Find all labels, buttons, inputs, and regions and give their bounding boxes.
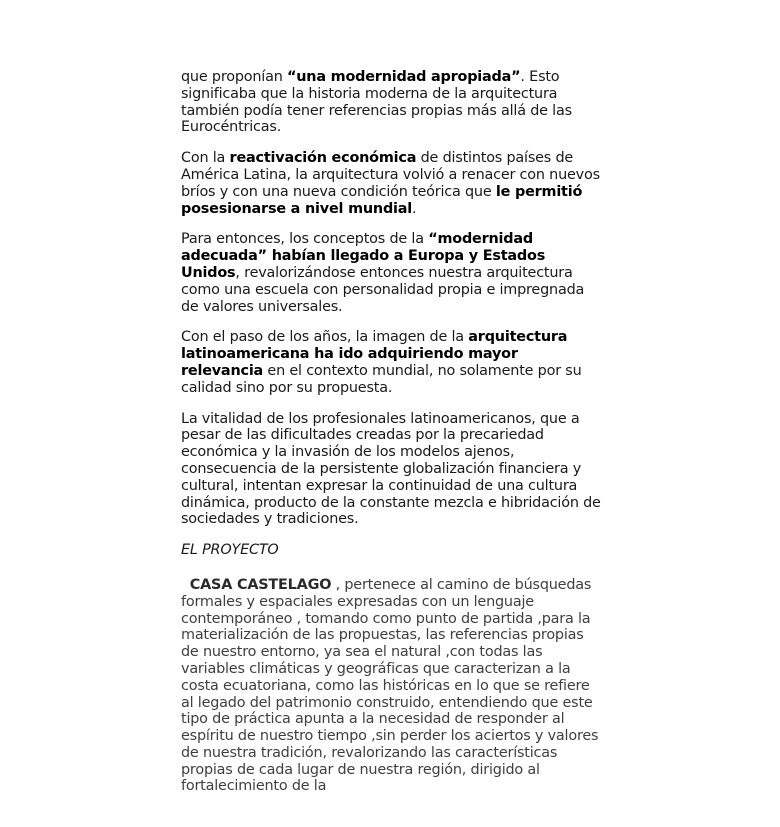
- text: , pertenece al camino de búsquedas formales y espaciales expresadas con un lenguaje contemporáneo , tomando como punto de partida ,para la materialización de las propuestas, las referencias propias de nuestro entorno, ya sea el natural ,con todas las variables climáticas y geográficas que caracterizan a la costa ecuatoriana, como las históricas en lo que se refiere al legado del patrimonio construido, entendiendo que este tipo de práctica apunta a la necesidad de responder al espíritu de nuestro tiempo ,sin perder los aciertos y valores de nuestra tradición, revalorizando las características propias de cada lugar de nuestra región, dirigido al fortalecimiento de la: [181, 576, 599, 795]
- bold-text: “modernidad adecuada” habían llegado a Europa y Estados Unidos: [181, 231, 546, 281]
- paragraph-2: [181, 150, 601, 217]
- paragraph-5: La vitalidad de los profesionales latinoamericanos, que a pesar de las dificultades creadas por la precariedad económica y la invasión de los modelos ajenos, consecuencia de la persistente globalización financiera y cultural, intentan expresar la continuidad de una cultura dinámica, producto de la constante mezcla e hibridación de sociedades y tradiciones.: [181, 410, 601, 528]
- project-name: CASA CASTELAGO: [189, 576, 332, 593]
- paragraph-3: [181, 231, 601, 315]
- document-page: [181, 69, 601, 809]
- text: Para entonces, los conceptos de la: [181, 231, 429, 248]
- text: . Esto significaba que la historia moderna de la arquitectura también podía tener referencias propias más allá de las Eurocéntricas.: [181, 69, 572, 136]
- section-heading: EL PROYECTO: [181, 542, 279, 559]
- text: , revalorizándose entonces nuestra arquitectura como una escuela con personalidad propia e impregnada de valores universales.: [181, 264, 585, 315]
- text: Con la: [181, 150, 230, 167]
- bold-text: “una modernidad apropiada”: [287, 69, 521, 85]
- bold-text: reactivación económica: [229, 150, 417, 167]
- bold-text: le permitió posesionarse a nivel mundial: [181, 183, 583, 217]
- paragraph-1: [181, 69, 601, 136]
- paragraph-4: [181, 329, 601, 396]
- text: de distintos países de América Latina, la arquitectura volvió a renacer con nuevos bríos y con una nueva condición teórica que: [181, 150, 600, 200]
- text: Con el paso de los años, la imagen de la: [181, 329, 469, 346]
- text: que proponían: [181, 69, 287, 85]
- text: en el contexto mundial, no solamente por su calidad sino por su propuesta.: [181, 362, 582, 396]
- paragraph-project: [181, 577, 601, 795]
- bold-text: arquitectura latinoamericana ha ido adquiriendo mayor relevancia: [181, 329, 568, 379]
- text: .: [412, 200, 417, 217]
